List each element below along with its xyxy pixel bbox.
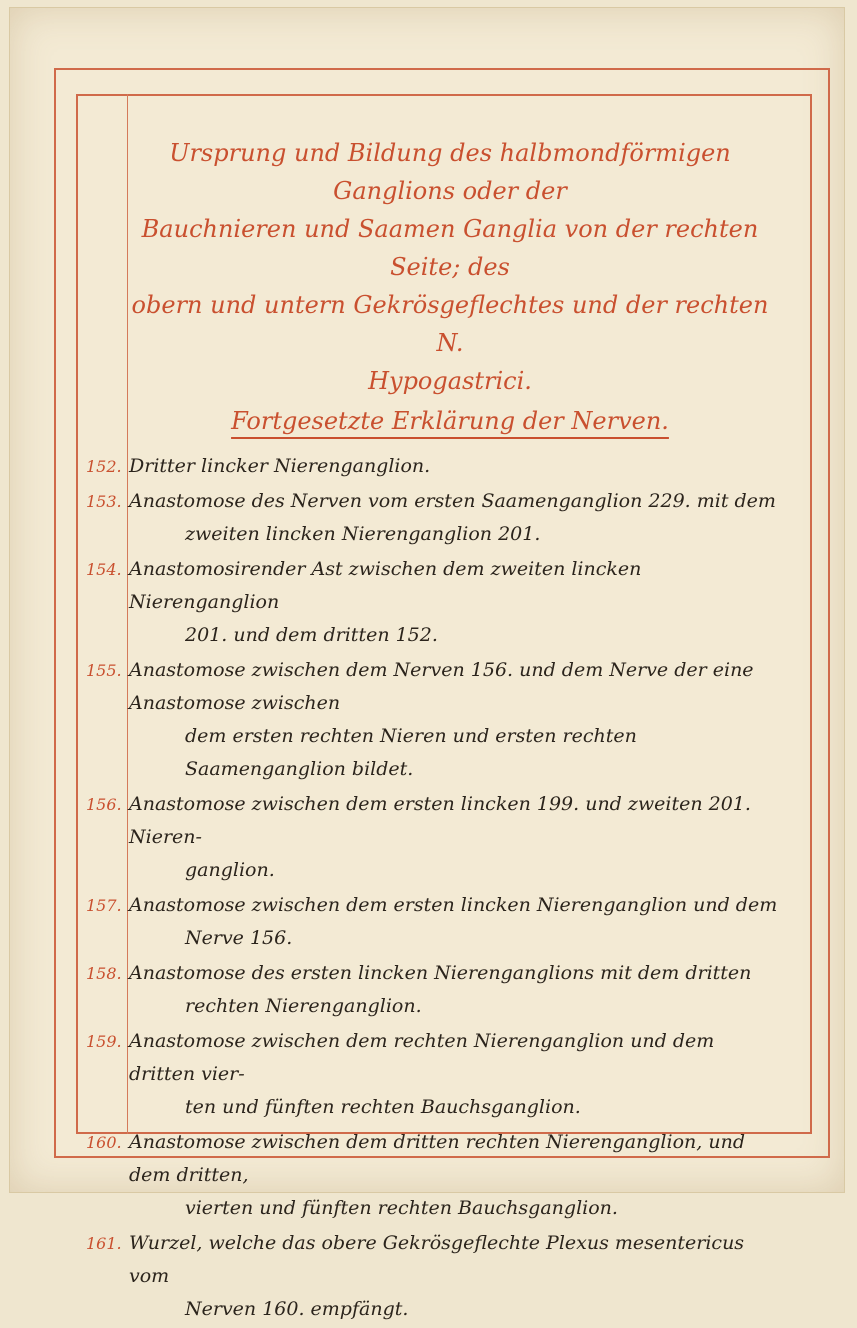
entry-text: Anastomose zwischen dem Nerven 156. und dem Nerve der eine Anastomose zwischen [129, 659, 754, 714]
entry-number: 159. [86, 1032, 122, 1051]
entry-continuation: Nerve 156. [185, 927, 293, 949]
entry-text: Anastomose zwischen dem ersten lincken Nierenganglion und dem [129, 894, 778, 916]
heading-line: Hypogastrici. [368, 367, 532, 395]
entry-number: 155. [86, 661, 122, 680]
entry-154 [86, 553, 786, 652]
entry-number: 152. [86, 457, 122, 476]
manuscript-page [10, 8, 844, 1320]
heading-subtitle: Fortgesetzte Erklärung der Nerven. [231, 407, 669, 435]
entry-continuation: vierten und fünften rechten Bauchsganglion. [185, 1197, 618, 1219]
entry-161 [86, 1227, 786, 1326]
entry-number: 154. [86, 560, 122, 579]
entry-continuation: zweiten lincken Nierenganglion 201. [185, 523, 541, 545]
entry-text: Anastomose zwischen dem dritten rechten Nierenganglion, und dem dritten, [129, 1131, 745, 1186]
page-heading [120, 134, 780, 440]
entry-text: Dritter lincker Nierenganglion. [129, 455, 431, 477]
entry-160 [86, 1126, 786, 1225]
entry-155 [86, 654, 786, 786]
entry-text: Anastomose des ersten lincken Nierenganglions mit dem dritten [129, 962, 752, 984]
entry-153 [86, 485, 786, 551]
entry-text: Anastomose zwischen dem rechten Nierenganglion und dem dritten vier- [129, 1030, 715, 1085]
heading-line: obern und untern Gekrösgeflechtes und der rechten N. [131, 291, 769, 357]
entry-text: Anastomose des Nerven vom ersten Saamenganglion 229. mit dem [129, 490, 776, 512]
entry-continuation: dem ersten rechten Nieren und ersten rechten Saamenganglion bildet. [185, 725, 637, 780]
entry-list [86, 450, 786, 1328]
entry-157 [86, 889, 786, 955]
entry-text: Wurzel, welche das obere Gekrösgeflechte Plexus mesentericus vom [129, 1232, 745, 1287]
entry-text: Anastomose zwischen dem ersten lincken 199. und zweiten 201. Nieren- [129, 793, 751, 848]
heading-line: Bauchnieren und Saamen Ganglia von der rechten Seite; des [141, 215, 759, 281]
entry-continuation: rechten Nierenganglion. [185, 995, 422, 1017]
entry-number: 156. [86, 795, 122, 814]
entry-continuation: Nerven 160. empfängt. [185, 1298, 409, 1320]
entry-continuation: 201. und dem dritten 152. [185, 624, 438, 646]
entry-number: 158. [86, 964, 122, 983]
entry-number: 153. [86, 492, 122, 511]
entry-number: 161. [86, 1234, 122, 1253]
entry-number: 160. [86, 1133, 122, 1152]
entry-continuation: ten und fünften rechten Bauchsganglion. [185, 1096, 581, 1118]
heading-line: Ursprung und Bildung des halbmondförmigen Ganglions oder der [169, 139, 731, 205]
entry-158 [86, 957, 786, 1023]
entry-159 [86, 1025, 786, 1124]
entry-152 [86, 450, 786, 483]
entry-text: Anastomosirender Ast zwischen dem zweiten lincken Nierenganglion [129, 558, 642, 613]
entry-156 [86, 788, 786, 887]
entry-number: 157. [86, 896, 122, 915]
entry-continuation: ganglion. [185, 859, 275, 881]
